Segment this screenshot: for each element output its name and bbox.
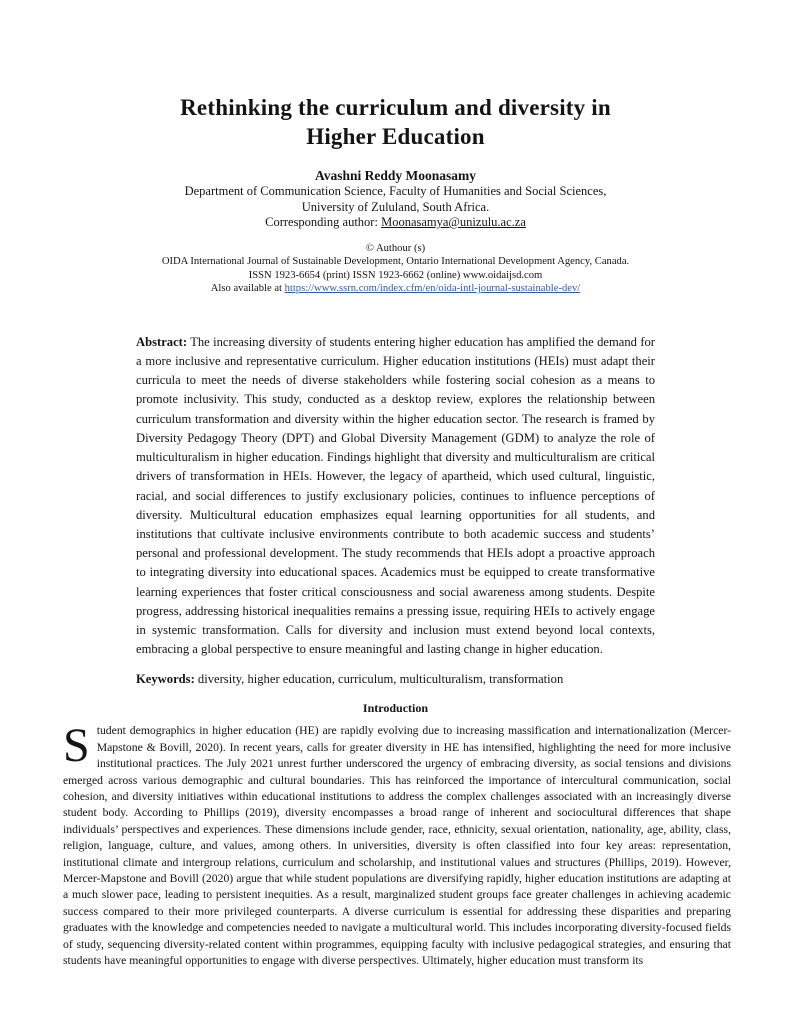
author-name: Avashni Reddy Moonasamy <box>314 168 477 183</box>
affiliation-line-1: Department of Communication Science, Faculty of Humanities and Social Sciences, <box>184 184 607 198</box>
paper-title-line-1: Rethinking the curriculum and diversity in <box>180 95 611 120</box>
abstract-text: The increasing diversity of students entering higher education has amplified the demand for a more inclusive and representative curriculum. Higher education institutions (HEIs) must adapt their curricula to meet the needs of diverse stakeholders while fostering social cohesion as a means to promote inclusivity. This study, conducted as a desktop review, explores the relationship between curriculum transformation and diversity within the higher education sector. The research is framed by Diversity Pedagogy Theory (DPT) and Global Diversity Management (GDM) to analyze the role of multiculturalism in higher education. Findings highlight that diversity and multiculturalism are critical drivers of transformation in HEIs. However, the legacy of apartheid, which used cultural, linguistic, racial, and social differences to justify exclusionary policies, continues to influence perceptions of diversity. Multicultural education emphasizes equal learning opportunities for all students, and institutions that cultivate inclusive environments contribute to both academic success and students’ personal and professional development. The study recommends that HEIs adopt a proactive approach to integrating diversity into educational spaces. Academics must be equipped to create transformative learning experiences that foster critical consciousness and social awareness among students. Despite progress, addressing historical inequalities remains a pressing issue, requiring HEIs to actively engage in systemic transformation. Calls for diversity and inclusion must extend beyond local contexts, embracing a global perspective to ensure meaningful and lasting change in higher education. <box>136 334 655 657</box>
introduction-text: tudent demographics in higher education (HE) are rapidly evolving due to increasing massification and internationalization (Mercer-Mapstone & Bovill, 2020). In recent years, calls for greater diversity in HE has intensified, highlighting the need for more inclusive institutional practices. The July 2021 unrest further underscored the urgency of embracing diversity, as social tensions and divisions emerged across various demographic and cultural boundaries. This has reinforced the importance of intercultural communication, social cohesion, and diversity initiatives within educational institutions to address the complex challenges associated with an increasingly diverse student body. According to Phillips (2019), diversity encompasses a broad range of inherent and sociocultural differences that shape individuals’ perspectives and experiences. These dimensions include gender, race, ethnicity, sexual orientation, nationality, age, ability, class, religion, language, culture, and values, among others. In universities, diversity is often classified into four key areas: representation, institutional climate and intergroup relations, curriculum and scholarship, and institutional values and structures (Phillips, 2019). However, Mercer-Mapstone and Bovill (2020) argue that while student populations are diversifying rapidly, higher education institutions are adapting at a much slower pace, leading to persistent inequities. As a result, marginalized student groups face greater challenges in achieving academic success compared to their more privileged counterparts. A diverse curriculum is essential for addressing these disparities and preparing graduates with the knowledge and competencies needed to navigate a multicultural world. This includes incorporating diversity-focused fields of study, sequencing diversity-related content within programmes, equipping faculty with inclusive pedagogical strategies, and ensuring that students have meaningful opportunities to engage with diverse perspectives. Ultimately, higher education must transform its <box>63 724 731 968</box>
paper-title-line-2: Higher Education <box>306 124 485 149</box>
abstract-paragraph <box>136 333 655 659</box>
corresponding-author-line <box>0 215 791 231</box>
copyright-line: © Authour (s) <box>365 242 426 254</box>
issn-line: ISSN 1923-6654 (print) ISSN 1923-6662 (online) www.oidaijsd.com <box>248 269 543 281</box>
drop-cap: S <box>63 719 90 773</box>
introduction-heading: Introduction <box>362 701 429 716</box>
availability-label: Also available at <box>210 283 285 295</box>
ssrn-journal-link[interactable]: https://www.ssrn.com/index.cfm/en/oida-intl-journal-sustainable-dev/ <box>284 283 581 295</box>
keywords-text: diversity, higher education, curriculum, multiculturalism, transformation <box>194 672 564 687</box>
journal-line: OIDA International Journal of Sustainable Development, Ontario International Development Agency, Canada. <box>161 256 630 268</box>
publisher-block <box>0 242 791 296</box>
corresponding-email-link[interactable]: Moonasamya@unizulu.ac.za <box>381 215 526 229</box>
affiliation-line-2: University of Zululand, South Africa. <box>301 199 490 214</box>
keywords-line <box>136 670 655 689</box>
keywords-label: Keywords: <box>136 672 195 687</box>
abstract-label: Abstract: <box>136 334 188 349</box>
introduction-paragraph <box>63 719 731 969</box>
availability-line <box>0 282 791 296</box>
corresponding-author-label: Corresponding author: <box>265 215 382 229</box>
page-title <box>0 0 791 151</box>
